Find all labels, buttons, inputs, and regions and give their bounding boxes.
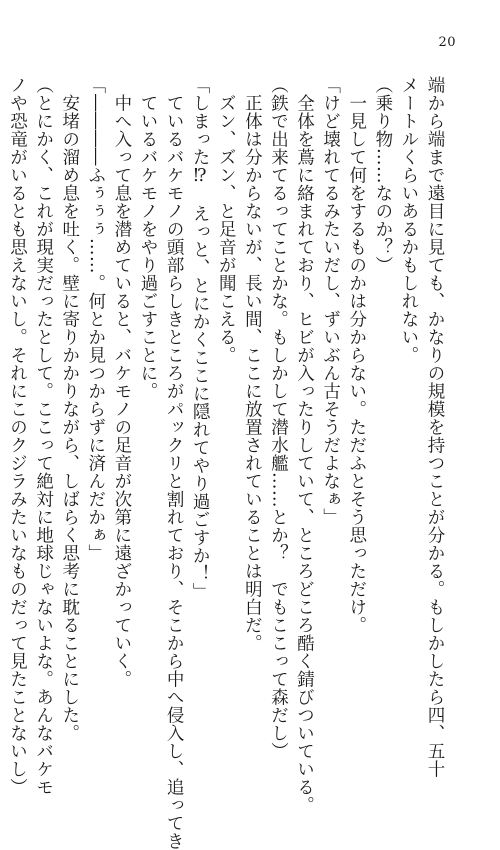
vertical-text-block xyxy=(4,76,448,850)
text-line: 「――――ふぅぅぅ……。何とか見つからずに済んだかぁ」 xyxy=(85,76,106,562)
page-number: 20 xyxy=(438,35,456,50)
text-line: （乗り物……なのか？） xyxy=(372,76,393,274)
text-line: ズン、ズン、と足音が聞こえる。 xyxy=(216,76,237,364)
text-line: ノや恐竜がいるとも思えないし。それにこのクジラみたいなものだって見たことないし） xyxy=(7,76,28,796)
text-line: 中へ入って息を潜めていると、バケモノの足音が次第に遠ざかっていく。 xyxy=(111,76,132,688)
text-line: 端から端まで遠目に見ても、かなりの規模を持つことが分かる。もしかしたら四、五十 xyxy=(425,76,445,778)
text-line: 全体を蔦に絡まれており、ヒビが入ったりしていて、ところどころ酷く錆びついている。 xyxy=(294,76,315,814)
text-line: 正体は分からないが、長い間、ここに放置されていることは明白だ。 xyxy=(242,76,263,652)
text-line: ているバケモノをやり過ごすことに。 xyxy=(137,76,158,400)
text-line: 一見して何をするものかは分からない。ただふとそう思っただけ。 xyxy=(346,76,367,634)
text-line: メートルくらいあるかもしれない。 xyxy=(398,76,419,364)
text-line: 安堵の溜め息を吐く。壁に寄りかかりながら、しばらく思考に耽ることにした。 xyxy=(59,76,80,742)
text-line: 「けど壊れてるみたいだし、ずいぶん古そうだよなぁ」 xyxy=(320,76,341,526)
text-line: （鉄で出来てるってことかな。もしかして潜水艦……とか？ でもここって森だし） xyxy=(268,76,289,760)
text-line: 「しまった⁉ えっと、とにかくここに隠れてやり過ごすか！」 xyxy=(190,76,211,601)
text-line: ているバケモノの頭部らしきところがパックリと割れており、そこから中へ侵入し、追ってき xyxy=(164,76,185,850)
text-line: （とにかく、これが現実だったとして。ここって絶対に地球じゃないよな。あんなバケモ xyxy=(33,76,54,796)
